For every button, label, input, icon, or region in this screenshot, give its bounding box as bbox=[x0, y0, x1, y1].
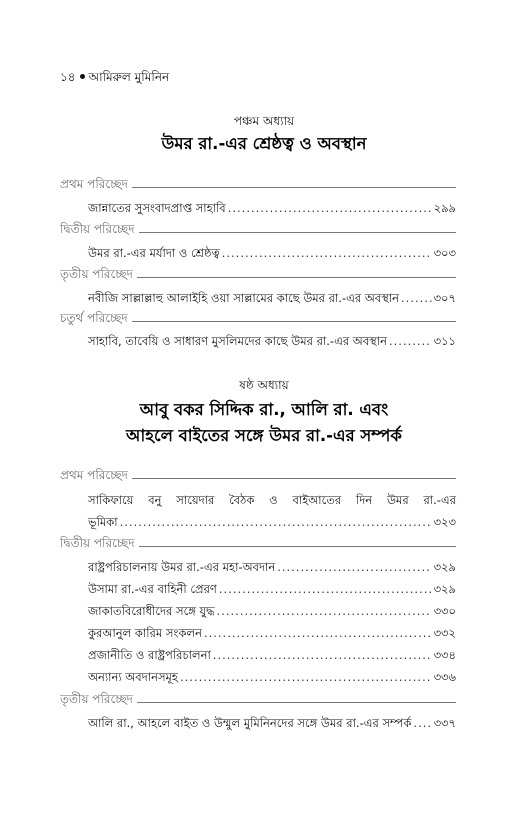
entry-title: কুরআনুল কারিম সংকলন bbox=[88, 626, 202, 640]
entry-title: উসামা রা.-এর বাহিনী প্রেরণ bbox=[88, 582, 217, 596]
dot-leader bbox=[120, 514, 432, 530]
toc-entry[interactable] bbox=[88, 669, 456, 685]
dot-leader bbox=[204, 625, 432, 641]
dot-leader bbox=[401, 290, 432, 306]
entry-title: রাষ্ট্রপরিচালনায় উমর রা.-এর মহা-অবদান bbox=[88, 560, 276, 574]
chapter-label: পঞ্চম অধ্যায় bbox=[233, 114, 295, 128]
entry-page: ৩৩২ bbox=[433, 626, 456, 640]
toc-entry[interactable] bbox=[88, 603, 456, 619]
toc-entry[interactable] bbox=[88, 559, 456, 575]
book-title: আমিরুল মুমিনিন bbox=[88, 70, 170, 84]
section-label: দ্বিতীয় পরিচ্ছেদ bbox=[60, 222, 135, 236]
section-heading bbox=[60, 223, 456, 239]
section-heading bbox=[60, 178, 456, 194]
section-heading bbox=[60, 312, 456, 328]
entry-title: সাহাবি, তাবেয়ি ও সাধারণ মুসলিমদের কাছে উমর রা.-এর অবস্থান bbox=[88, 334, 387, 348]
entry-page: ৩২৯ bbox=[433, 560, 456, 574]
section-rule bbox=[139, 546, 456, 547]
toc-entry[interactable] bbox=[88, 715, 456, 731]
dot-leader bbox=[277, 559, 431, 575]
entry-title: ভূমিকা bbox=[88, 515, 118, 529]
section-rule bbox=[137, 702, 456, 703]
bullet-icon bbox=[80, 74, 85, 79]
dot-leader bbox=[180, 669, 432, 685]
entry-title: আলি রা., আহলে বাইত ও উম্মুল মুমিনিনদের সঙ্গে উমর রা.-এর সম্পর্ক bbox=[88, 716, 412, 730]
section-rule bbox=[132, 478, 456, 479]
section-rule bbox=[137, 277, 456, 278]
section-heading bbox=[60, 693, 456, 709]
page-number: ১৪ bbox=[60, 70, 76, 84]
toc-entry[interactable] bbox=[88, 647, 456, 663]
section-rule bbox=[139, 232, 456, 233]
entry-page: ৩২৩ bbox=[433, 515, 456, 529]
dot-leader bbox=[228, 200, 432, 216]
section-label: তৃতীয় পরিচ্ছেদ bbox=[60, 267, 133, 281]
toc-entry[interactable] bbox=[88, 290, 456, 306]
chapter-title: আহলে বাইতের সঙ্গে উমর রা.-এর সম্পর্ক bbox=[126, 426, 402, 445]
running-head bbox=[60, 70, 169, 84]
entry-page: ৩৩৭ bbox=[433, 716, 456, 730]
entry-title-line[interactable]: সাকিফায়ে বনু সায়েদার বৈঠক ও বাইআতের দিন উমর রা.-এর bbox=[88, 493, 456, 507]
entry-page: ৩১১ bbox=[433, 334, 456, 348]
section-label: তৃতীয় পরিচ্ছেদ bbox=[60, 692, 133, 706]
entry-page: ৩৩৬ bbox=[433, 670, 456, 684]
entry-title: নবীজি সাল্লাল্লাহু আলাইহি ওয়া সাল্লামের কাছে উমর রা.-এর অবস্থান bbox=[88, 291, 400, 305]
entry-page: ৩০৩ bbox=[433, 246, 456, 260]
section-label: চতুর্থ পরিচ্ছেদ bbox=[60, 311, 128, 325]
dot-leader bbox=[217, 603, 432, 619]
toc-entry[interactable] bbox=[88, 581, 456, 597]
section-label: প্রথম পরিচ্ছেদ bbox=[60, 468, 128, 482]
chapter-title: আবু বকর সিদ্দিক রা., আলি রা. এবং bbox=[139, 400, 389, 419]
toc-entry[interactable] bbox=[88, 333, 456, 349]
section-rule bbox=[132, 321, 456, 322]
section-label: প্রথম পরিচ্ছেদ bbox=[60, 177, 128, 191]
chapter-title: উমর রা.-এর শ্রেষ্ঠত্ব ও অবস্থান bbox=[161, 134, 367, 153]
entry-title: প্রজানীতি ও রাষ্ট্রপরিচালনা bbox=[88, 648, 211, 662]
entry-title: উমর রা.-এর মর্যাদা ও শ্রেষ্ঠত্ব bbox=[88, 246, 220, 260]
toc-entry[interactable] bbox=[88, 625, 456, 641]
chapter-label: ষষ্ঠ অধ্যায় bbox=[239, 378, 289, 392]
entry-title: জাকাতবিরোধীদের সঙ্গে যুদ্ধ bbox=[88, 604, 215, 618]
entry-page: ২৯৯ bbox=[433, 201, 456, 215]
dot-leader bbox=[389, 333, 432, 349]
entry-page: ৩৩৪ bbox=[433, 648, 456, 662]
section-label: দ্বিতীয় পরিচ্ছেদ bbox=[60, 536, 135, 550]
section-heading bbox=[60, 469, 456, 485]
entry-title: অন্যান্য অবদানসমূহ bbox=[88, 670, 178, 684]
toc-entry[interactable] bbox=[88, 514, 456, 530]
section-rule bbox=[132, 187, 456, 188]
entry-title: জান্নাতের সুসংবাদপ্রাপ্ত সাহাবি bbox=[88, 201, 226, 215]
toc-entry[interactable] bbox=[88, 200, 456, 216]
section-heading bbox=[60, 268, 456, 284]
dot-leader bbox=[213, 647, 432, 663]
entry-page: ৩০৭ bbox=[433, 291, 456, 305]
dot-leader bbox=[413, 715, 431, 731]
entry-page: ৩২৯ bbox=[433, 582, 456, 596]
dot-leader bbox=[222, 245, 432, 261]
dot-leader bbox=[219, 581, 432, 597]
entry-page: ৩৩০ bbox=[433, 604, 456, 618]
toc-entry[interactable] bbox=[88, 245, 456, 261]
section-heading bbox=[60, 537, 456, 553]
